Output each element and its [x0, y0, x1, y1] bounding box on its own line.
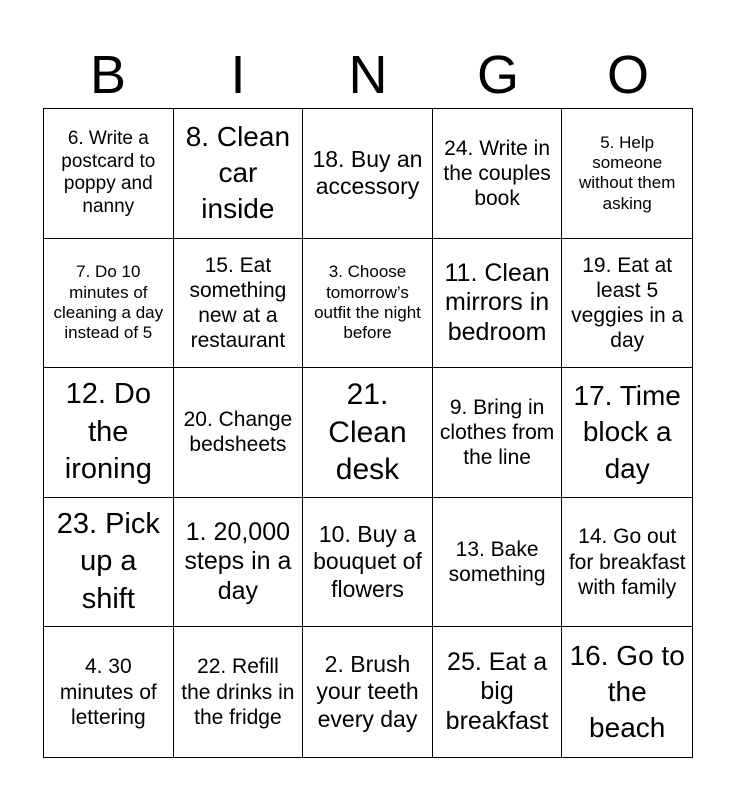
bingo-cell[interactable]: 9. Bring in clothes from the line	[433, 368, 563, 498]
bingo-cell[interactable]: 4. 30 minutes of lettering	[44, 627, 174, 757]
bingo-cell[interactable]: 1. 20,000 steps in a day	[174, 498, 304, 628]
bingo-cell[interactable]: 15. Eat something new at a restaurant	[174, 239, 304, 369]
bingo-cell[interactable]: 11. Clean mirrors in bedroom	[433, 239, 563, 369]
bingo-cell[interactable]: 23. Pick up a shift	[44, 498, 174, 628]
header-letter-b: B	[89, 45, 127, 105]
bingo-cell[interactable]: 24. Write in the couples book	[433, 109, 563, 239]
bingo-header	[43, 40, 693, 108]
bingo-cell[interactable]: 7. Do 10 minutes of cleaning a day instead of 5	[44, 239, 174, 369]
bingo-cell[interactable]: 17. Time block a day	[562, 368, 692, 498]
bingo-cell[interactable]: 22. Refill the drinks in the fridge	[174, 627, 304, 757]
bingo-cell[interactable]: 13. Bake something	[433, 498, 563, 628]
bingo-cell[interactable]: 2. Brush your teeth every day	[303, 627, 433, 757]
bingo-cell[interactable]: 3. Choose tomorrow’s outfit the night before	[303, 239, 433, 369]
bingo-cell[interactable]: 16. Go to the beach	[569, 639, 685, 744]
bingo-cell[interactable]: 18. Buy an accessory	[303, 109, 433, 239]
bingo-cell[interactable]: 20. Change bedsheets	[174, 368, 304, 498]
bingo-cell[interactable]: 6. Write a postcard to poppy and nanny	[44, 109, 174, 239]
header-letter-n: N	[348, 45, 388, 105]
header-letter-g: G	[476, 45, 519, 105]
header-letter-o: O	[606, 45, 649, 105]
bingo-cell[interactable]: 10. Buy a bouquet of flowers	[303, 498, 433, 628]
bingo-cell[interactable]: 25. Eat a big breakfast	[433, 627, 563, 757]
header-letter-i: I	[230, 45, 246, 105]
bingo-grid	[43, 108, 693, 758]
bingo-cell[interactable]: 19. Eat at least 5 veggies in a day	[562, 239, 692, 369]
bingo-cell[interactable]: 5. Help someone without them asking	[562, 109, 692, 239]
bingo-cell[interactable]: 14. Go out for breakfast with family	[562, 498, 692, 628]
bingo-cell[interactable]: 21. Clean desk	[303, 368, 433, 498]
bingo-cell[interactable]: 8. Clean car inside	[174, 109, 304, 239]
bingo-cell[interactable]: 12. Do the ironing	[44, 368, 174, 498]
